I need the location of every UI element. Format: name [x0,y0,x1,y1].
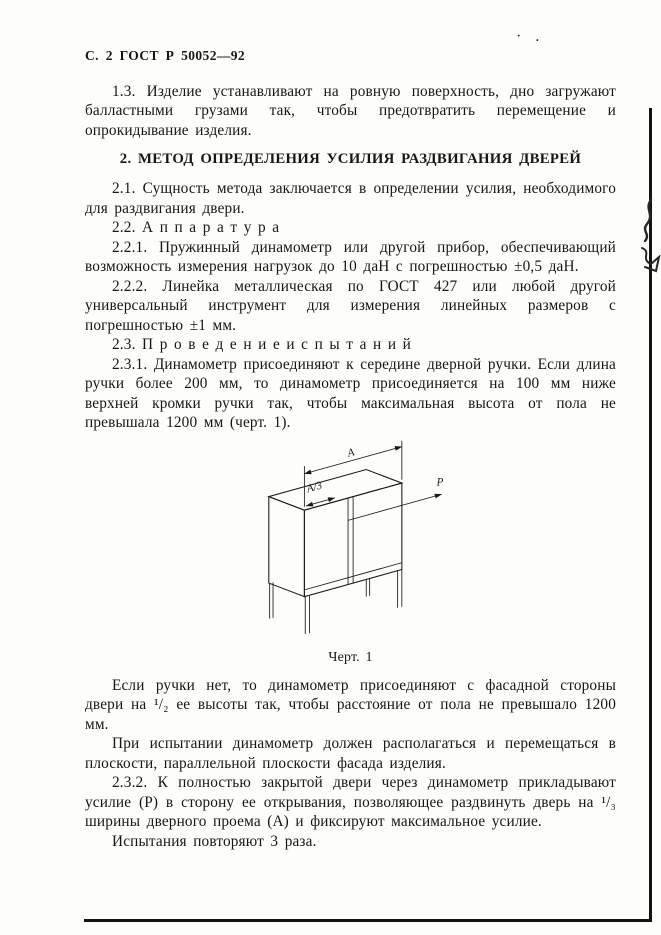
dimension-a3 [304,479,335,506]
dimension-a-label: А [345,445,356,460]
paragraph-plane: При испытании динамометр должен располагаться и перемещаться в плоскости, параллельной плоскости фасада изделия. [85,735,616,772]
paragraph-2-2-2: 2.2.2. Линейка металлическая по ГОСТ 427 или любой другой универсальный инструмент для измерения линейных размеров с погрешностью ±1 мм. [85,277,616,334]
scan-artifact-dots: ·. [516,28,554,45]
paragraph-no-handle: Если ручки нет, то динамометр присоединяют с фасадной стороны двери на ¹/₂ ее высоты так, чтобы расстояние от пола не превышало 1200 мм. [85,676,616,733]
paragraph-2-3-procedure: 2.3. П р о в е д е н и е и с п ы т а н и й [112,336,411,353]
paragraph-2-1: 2.1. Сущность метода заключается в определении усилия, необходимого для раздвигания двери. [85,180,616,217]
page-content [85,46,616,851]
cabinet-body [268,469,401,633]
force-p-arrow [348,476,444,520]
scan-artifact-pen-marks [636,198,661,282]
running-header: С. 2 ГОСТ Р 50052—92 [85,48,246,63]
section-heading-2: 2. МЕТОД ОПРЕДЕЛЕНИЯ УСИЛИЯ РАЗДВИГАНИЯ ДВЕРЕЙ [119,151,582,167]
paragraph-2-3-1: 2.3.1. Динамометр присоединяют к середине дверной ручки. Если длина ручки более 200 мм, то динамометр присоединяется на 100 мм ниже верхней кромки ручки так, чтобы максимальная высота от пола не превышала 1200 мм (черт. 1). [85,355,616,431]
paragraph-2-2-apparatus: 2.2. А п п а р а т у р а [112,219,280,236]
paragraph-2-2-1: 2.2.1. Пружинный динамометр или другой прибор, обеспечивающий возможность измерения нагрузок до 10 даН с погрешностью ±0,5 даН. [85,238,616,275]
paragraph-2-3-2: 2.3.2. К полностью закрытой двери через динамометр прикладывают усилие (Р) в сторону ее открывания, позволяющее раздвинуть дверь на ¹/₃ ширины дверного проема (А) и фиксируют максимальное усилие. [85,774,616,830]
page-frame-bottom-line [84,919,652,922]
paragraph-1-3: 1.3. Изделие устанавливают на ровную поверхность, дно загружают балластными грузами так, чтобы предотвратить перемещение и опрокидывание изделия. [85,82,616,139]
figure-1 [85,439,616,668]
cabinet-drawing-icon [244,439,458,639]
force-p-label: Р [436,476,443,489]
paragraph-repeat: Испытания повторяют 3 раза. [112,832,317,850]
dimension-a3-label: А/3 [304,478,324,495]
figure-caption: Черт. 1 [328,650,373,665]
